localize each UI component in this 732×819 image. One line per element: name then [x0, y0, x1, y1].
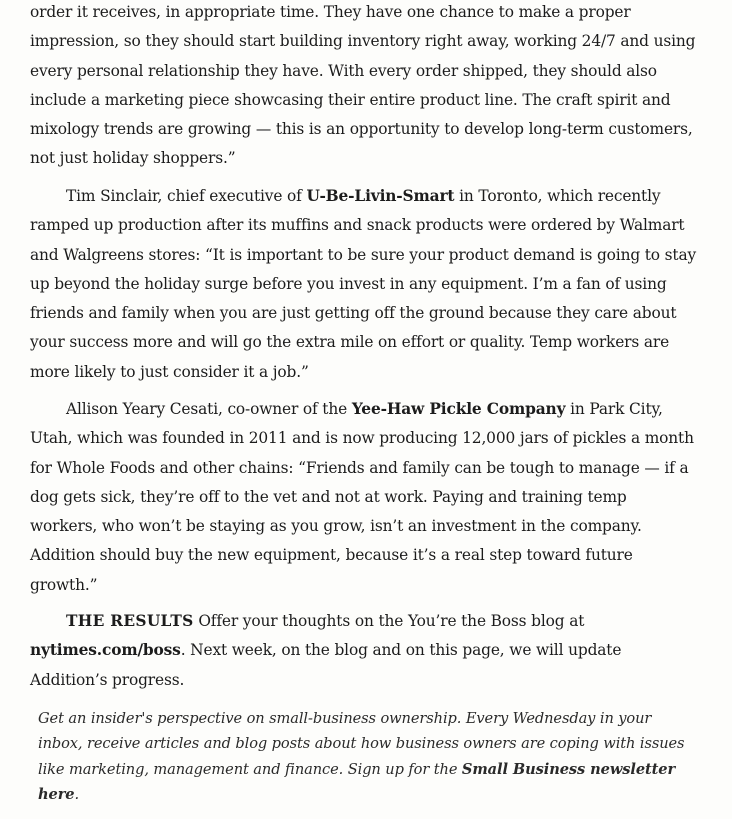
paragraph-text: Offer your thoughts on the You’re the Boss blog at [193, 612, 585, 630]
company-name-yee-haw-pickle: Yee-Haw Pickle Company [351, 400, 566, 418]
paragraph-text: order it receives, in appropriate time. They have one chance to make a proper impression, so they should start building inventory right away, working 24/7 and using every personal relationship they have. With every order shipped, they should also include a marketing piece showcasing their entire product line. The craft spirit and mixology trends are growing — this is an opportunity to develop long-term customers, not just holiday shoppers.” [30, 3, 696, 168]
paragraph-text: in Park City, Utah, which was founded in 2011 and is now producing 12,000 jars of pickles a month for Whole Foods and other chains: “Friends and family can be tough to manage — if a dog gets sick, they’re off to the vet and not at work. Paying and training temp workers, who won’t be staying as you grow, isn’t an investment in the company. Addition should buy the new equipment, because it’s a real step toward future growth.” [30, 400, 694, 594]
paragraph-continued-quote [30, 0, 698, 174]
paragraph-allison-yeary-cesati [30, 395, 698, 600]
paragraph-text: Tim Sinclair, chief executive of [66, 187, 307, 205]
paragraph-tim-sinclair [30, 182, 698, 387]
company-name-u-be-livin-smart: U-Be-Livin-Smart [306, 187, 455, 205]
boss-blog-link[interactable]: nytimes.com/boss [30, 641, 181, 660]
paragraph-text: in Toronto, which recently ramped up production after its muffins and snack products were ordered by Walmart and Walgreens stores: “It is important to be sure your product demand is going to stay up beyond the holiday surge before you invest in any equipment. I’m a fan of using friends and family when you are just getting off the ground because they care about your success more and will go the extra mile on effort or quality. Temp workers are more likely to just consider it a job.” [30, 187, 697, 381]
promo-text: Get an insider's perspective on small-business ownership. Every Wednesday in your inbox, receive articles and blog posts about how business owners are coping with issues like marketing, management and finance. Sign up for the [38, 710, 685, 778]
paragraph-the-results [30, 607, 698, 695]
section-label-the-results: THE RESULTS [66, 612, 194, 630]
paragraph-text: Allison Yeary Cesati, co-owner of the [66, 400, 352, 418]
promo-text: . [74, 785, 80, 803]
paragraph-text: . Next week, on the blog and on this page, we will update Addition’s progress. [30, 641, 622, 689]
newsletter-promo [38, 706, 698, 807]
newsletter-signup-link[interactable]: Small Business newsletter here [38, 760, 676, 803]
